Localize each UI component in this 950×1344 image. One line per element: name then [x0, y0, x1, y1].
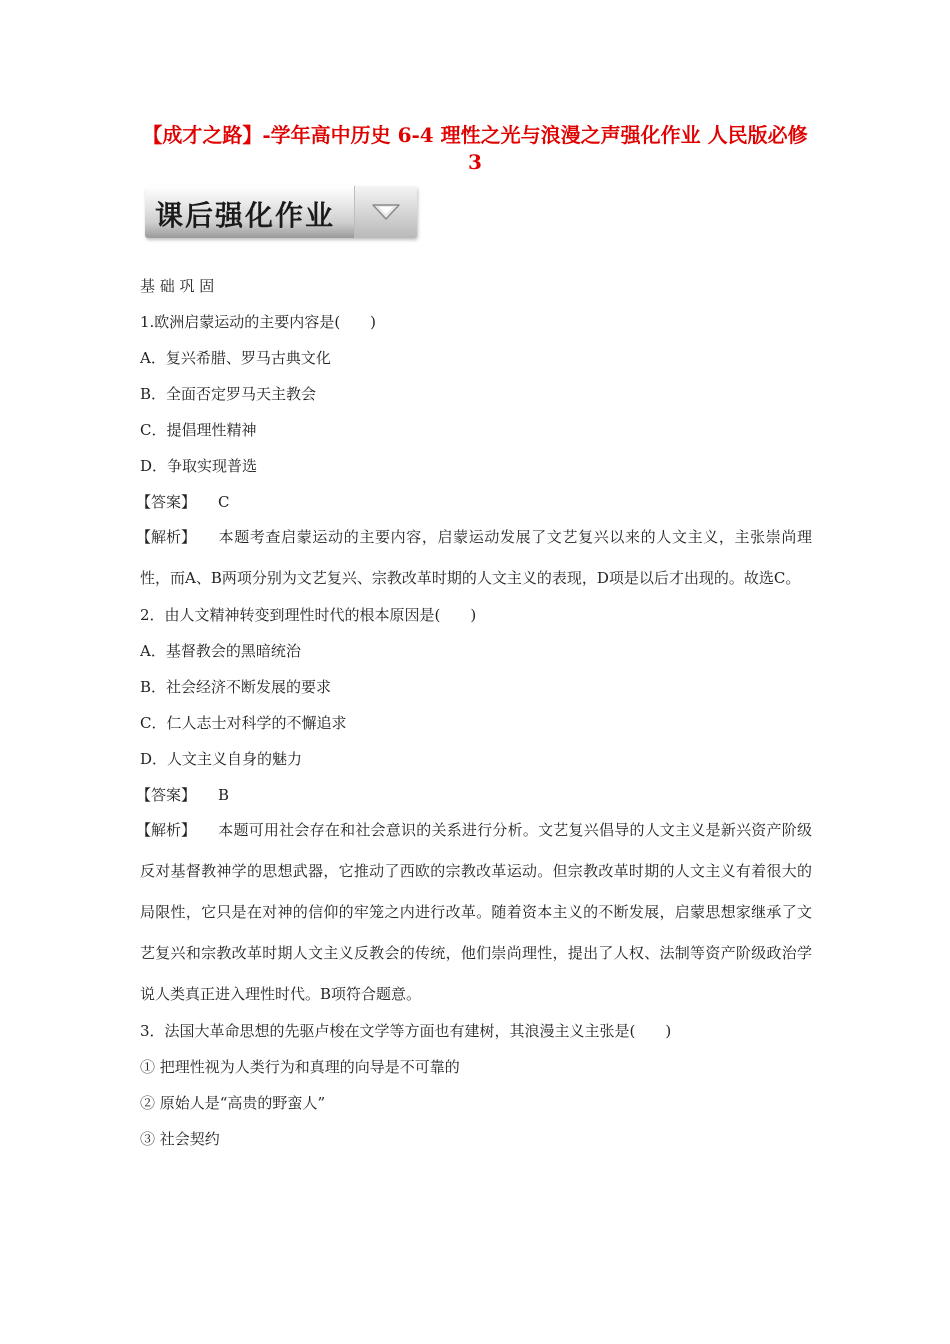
- analysis-text: 本题可用社会存在和社会意识的关系进行分析。文艺复兴倡导的人文主义是新兴资产阶级反对基督教神学的思想武器，它推动了西欧的宗教改革运动。但宗教改革时期的人文主义有着很大的局限性，它只是在对神的信仰的牢笼之内进行改革。随着资本主义的不断发展，启蒙思想家继承了文艺复兴和宗教改革时期人文主义反教会的传统，他们崇尚理性，提出了人权、法制等资产阶级政治学说人类真正进入理性时代。B项符合题意。: [140, 821, 812, 1003]
- answer-line: [136, 777, 812, 813]
- answer-value: C: [218, 493, 230, 511]
- option-b: B．社会经济不断发展的要求: [140, 678, 332, 696]
- answer-line: [136, 484, 812, 520]
- analysis-label: 【解析】: [136, 528, 197, 546]
- question-stem: 2．由人文精神转变到理性时代的根本原因是( ): [140, 606, 477, 624]
- option-c: C．仁人志士对科学的不懈追求: [140, 714, 347, 732]
- question-stem: 3．法国大革命思想的先驱卢梭在文学等方面也有建树，其浪漫主义主张是( ): [140, 1022, 672, 1040]
- analysis-label: 【解析】: [136, 821, 197, 839]
- banner-dropdown: [354, 186, 417, 238]
- document-body: [136, 268, 812, 1157]
- analysis-paragraph: [136, 810, 812, 1015]
- option-b: B．全面否定罗马天主教会: [140, 385, 317, 403]
- option-d: D．人文主义自身的魅力: [140, 750, 303, 768]
- analysis-text: 本题考查启蒙运动的主要内容，启蒙运动发展了文艺复兴以来的人文主义，主张崇尚理性，而A、B两项分别为文艺复兴、宗教改革时期的人文主义的表现，D项是以后才出现的。故选C。: [140, 528, 812, 587]
- chevron-down-icon: [371, 201, 401, 223]
- option-a: A．基督教会的黑暗统治: [140, 642, 301, 660]
- section-banner: [145, 186, 417, 238]
- answer-label: 【答案】: [136, 493, 197, 511]
- statement-3: ③ 社会契约: [140, 1130, 220, 1148]
- document-title: 【成才之路】-学年高中历史 6-4 理性之光与浪漫之声强化作业 人民版必修3: [142, 123, 808, 174]
- answer-value: B: [218, 786, 230, 804]
- statement-1: ① 把理性视为人类行为和真理的向导是不可靠的: [140, 1058, 460, 1076]
- question-stem: 1.欧洲启蒙运动的主要内容是( ): [140, 313, 377, 331]
- statement-2: ② 原始人是“高贵的野蛮人”: [140, 1094, 326, 1112]
- banner-label: 课后强化作业: [155, 199, 336, 232]
- analysis-paragraph: [136, 517, 812, 599]
- option-a: A．复兴希腊、罗马古典文化: [140, 349, 331, 367]
- section-heading: 基 础 巩 固: [140, 277, 215, 295]
- answer-label: 【答案】: [136, 786, 197, 804]
- option-d: D．争取实现普选: [140, 457, 258, 475]
- option-c: C．提倡理性精神: [140, 421, 257, 439]
